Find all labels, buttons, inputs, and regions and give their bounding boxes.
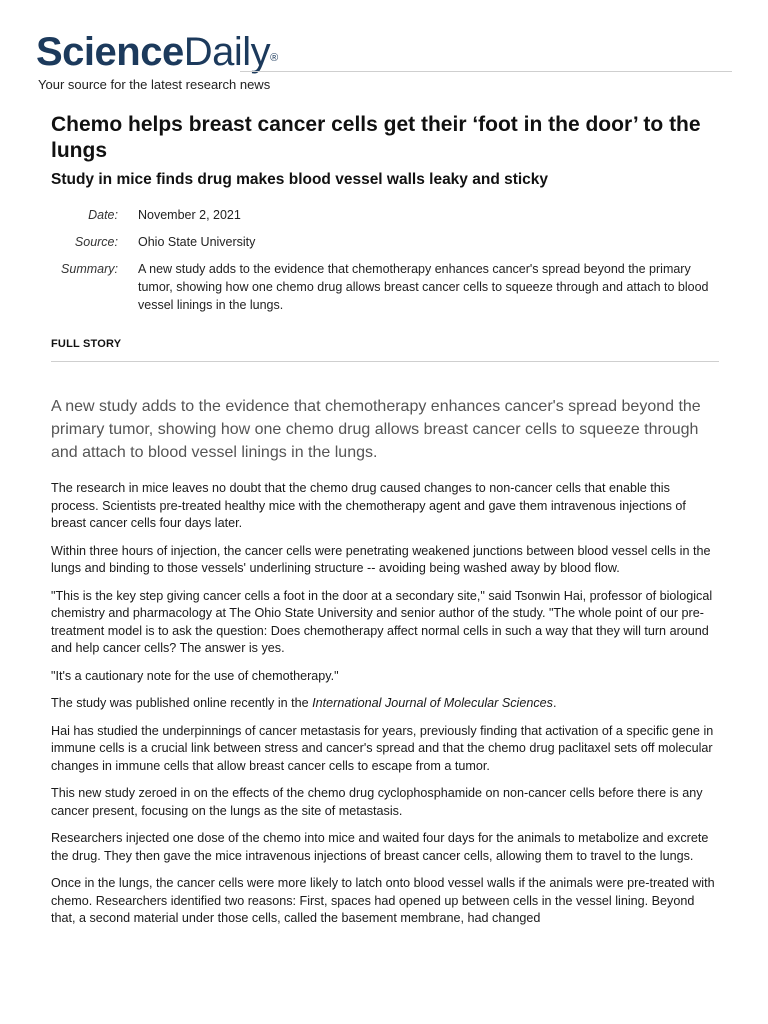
summary-value: A new study adds to the evidence that chemotherapy enhances cancer's spread beyond the primary tumor, showing how one chemo drug allows breast cancer cells to squeeze through and attach to blood vessel linings in the lungs. <box>138 262 709 312</box>
source-label: Source: <box>74 235 118 249</box>
summary-label: Summary: <box>61 262 118 276</box>
journal-text-after: . <box>552 696 557 710</box>
meta-source-row <box>51 233 719 251</box>
body-paragraph: This new study zeroed in on the effects of the chemo drug cyclophosphamide on non-cancer cells before there is any cancer present, focusing on the lungs as the site of metastasis. <box>51 786 703 818</box>
article-title: Chemo helps breast cancer cells get their ‘foot in the door’ to the lungs <box>51 113 701 162</box>
article <box>51 112 719 938</box>
journal-name: International Journal of Molecular Sciences <box>312 696 553 710</box>
date-value: November 2, 2021 <box>138 208 241 222</box>
journal-text-before: The study was published online recently in the <box>51 696 313 710</box>
article-meta <box>51 206 719 314</box>
sciencedaily-logo[interactable] <box>36 28 278 76</box>
source-value: Ohio State University <box>138 235 256 249</box>
journal-paragraph <box>51 695 719 713</box>
logo-science: Science <box>36 30 184 74</box>
article-subtitle: Study in mice finds drug makes blood vessel walls leaky and sticky <box>51 171 549 188</box>
body-paragraph: The research in mice leaves no doubt that the chemo drug caused changes to non-cancer cells that enable this process. Scientists pre-treated healthy mice with the chemotherapy agent and gave them intravenous injections of breast cancer cells four days later. <box>51 481 686 530</box>
masthead <box>0 0 768 100</box>
body-paragraph: Researchers injected one dose of the chemo into mice and waited four days for the animals to metabolize and excrete the drug. They then gave the mice intravenous injections of breast cancer cells, allowing them to travel to the lungs. <box>51 831 709 863</box>
site-tagline: Your source for the latest research news <box>38 77 271 92</box>
masthead-divider <box>240 71 732 72</box>
article-body <box>51 480 719 928</box>
date-label: Date: <box>88 208 118 222</box>
article-lede: A new study adds to the evidence that chemotherapy enhances cancer's spread beyond the primary tumor, showing how one chemo drug allows breast cancer cells to squeeze through and attach to blood vessel linings in the lungs. <box>51 398 701 461</box>
body-paragraph: Once in the lungs, the cancer cells were more likely to latch onto blood vessel walls if the animals were pre-treated with chemo. Researchers identified two reasons: First, spaces had opened up between cells in the vessel lining. Beyond that, a second material under those cells, called the basement membrane, had changed <box>51 876 715 925</box>
meta-summary-row <box>51 260 719 314</box>
meta-date-row <box>51 206 719 224</box>
body-paragraph: "This is the key step giving cancer cells a foot in the door at a secondary site," said Tsonwin Hai, professor of biological chemistry and pharmacology at The Ohio State University and senior author of the study. "The whole point of our pre-treatment model is to ask the question: Does chemotherapy affect normal cells in such a way that they will turn around and help cancer cells? The answer is yes. <box>51 588 713 655</box>
registered-mark: ® <box>270 52 278 64</box>
body-paragraph: Hai has studied the underpinnings of cancer metastasis for years, previously finding that activation of a specific gene in immune cells is a crucial link between stress and cancer's spread and that the chemo drug paclitaxel sets off molecular changes in immune cells that allow breast cancer cells to escape from a tumor. <box>51 723 714 773</box>
body-paragraph: Within three hours of injection, the cancer cells were penetrating weakened junctions between blood vessel cells in the lungs and binding to those vessels' underlining structure -- avoiding being washed away by blood flow. <box>51 543 711 575</box>
logo-daily: Daily <box>183 30 271 74</box>
body-paragraph: "It's a cautionary note for the use of chemotherapy." <box>51 668 339 683</box>
full-story-heading: FULL STORY <box>51 338 719 362</box>
